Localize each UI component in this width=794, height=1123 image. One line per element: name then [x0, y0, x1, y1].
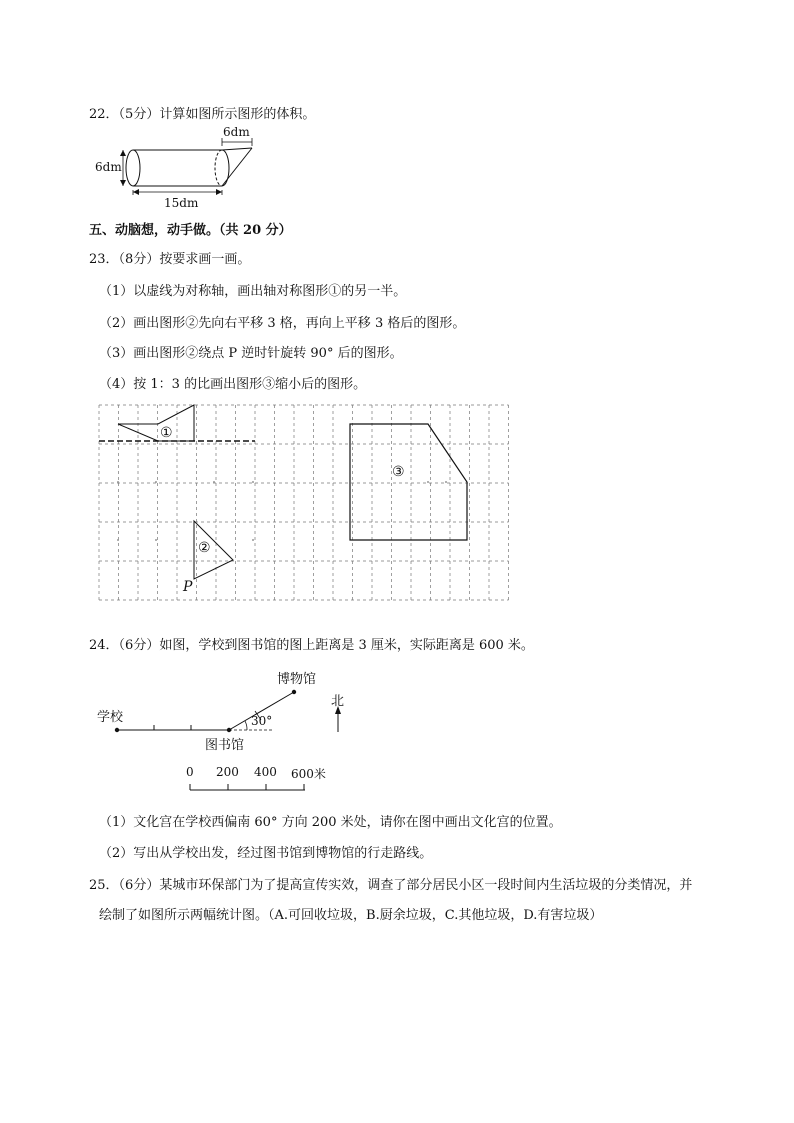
q23-shape3-label: ③	[392, 464, 405, 480]
q23-item-3: （3）画出图形②绕点 P 逆时针旋转 90° 后的图形。	[99, 346, 403, 361]
q24-item-2: （2）写出从学校出发，经过图书馆到博物馆的行走路线。	[99, 846, 433, 861]
q23-shape2-label: ②	[198, 540, 211, 556]
q24-text: 24．（6分）如图，学校到图书馆的图上距离是 3 厘米，实际距离是 600 米。	[89, 638, 534, 653]
q24-item-1: （1）文化宫在学校西偏南 60° 方向 200 米处，请你在图中画出文化宫的位置。	[99, 815, 562, 830]
section5-title: 五、动脑想，动手做。（共 20 分）	[89, 223, 292, 238]
q24-scale-tick-0: 0	[186, 765, 194, 779]
q23-text: 23．（8分）按要求画一画。	[89, 252, 251, 267]
q23-item-1: （1）以虚线为对称轴，画出轴对称图形①的另一半。	[99, 284, 407, 299]
q24-museum-label: 博物馆	[277, 672, 317, 687]
q22-text: 22．（5分）计算如图所示图形的体积。	[89, 107, 316, 122]
q24-north-label: 北	[331, 694, 345, 709]
q24-angle-label: 30°	[251, 714, 273, 728]
q25-line-1: 25．（6分）某城市环保部门为了提高宣传实效，调查了部分居民小区一段时间内生活垃圾的分类情况，并	[89, 878, 693, 893]
q23-point-p-label: P	[183, 579, 193, 595]
q24-library-label: 图书馆	[205, 738, 245, 753]
q25-line-2: 绘制了如图所示两幅统计图。（A.可回收垃圾，B.厨余垃圾，C.其他垃圾，D.有害垃圾）	[99, 908, 603, 923]
q23-item-2: （2）画出图形②先向右平移 3 格，再向上平移 3 格后的图形。	[99, 316, 466, 331]
q22-top-label: 6dm	[223, 125, 250, 139]
q22-left-label: 6dm	[95, 160, 122, 174]
q23-item-4: （4）按 1：3 的比画出图形③缩小后的图形。	[99, 377, 367, 392]
q24-scale-tick-600: 600米	[291, 767, 326, 781]
q24-scale-tick-200: 200	[216, 765, 239, 779]
q24-scale-tick-400: 400	[254, 765, 277, 779]
q24-school-label: 学校	[97, 710, 124, 725]
q23-shape1-label: ①	[160, 425, 173, 441]
q22-bottom-label: 15dm	[164, 196, 199, 210]
